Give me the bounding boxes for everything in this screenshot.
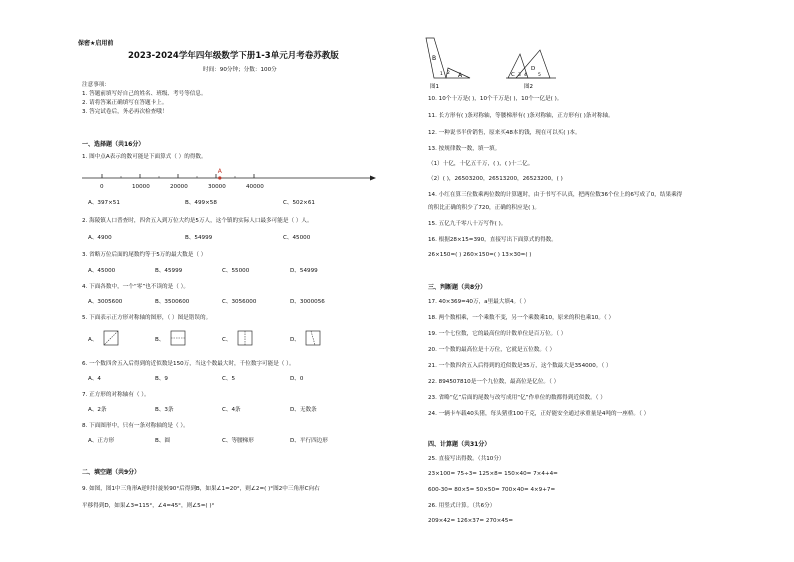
judge-item: 22. 894507810是一个九位数，最高位是亿位。（ ） [428, 379, 560, 385]
q5-option-a: A、 [88, 337, 98, 343]
fig2-caption: 图2 [524, 84, 533, 90]
q1-option-b: B、499×58 [185, 200, 217, 206]
tick-label: 30000 [208, 184, 226, 190]
angle-1: 1 [440, 72, 443, 77]
q5-figure-c [237, 330, 253, 346]
q3-option-d: D、54999 [290, 268, 318, 274]
q7-option-b: B、3条 [155, 407, 174, 413]
q6-stem: 6. 一个数四舍五入后得到的近似数是150万，当这个数最大时，千位数字可能是（ ）。 [82, 361, 295, 367]
q16-stem: 16. 根据28×15=390，直接写出下面算式的得数。 [428, 237, 557, 243]
q3-stem: 3. 省略万位后面的尾数约等于5万的最大数是（ ） [82, 252, 207, 258]
note-item: 3. 答完试卷后，务必再次检查哦！ [82, 109, 168, 115]
q1-option-a: A、397×51 [88, 200, 120, 206]
q14-line1: 14. 小红在算三位数乘两位数的计算题时，由于书写不认真，把两位数36个位上的6写成了0，结果乘得 [428, 192, 683, 198]
tick-label: 0 [100, 184, 104, 190]
q9-line2: 平移得到D，如果∠3=115°，∠4=45°，则∠5=( )° [82, 503, 215, 509]
q2-option-b: B、54999 [185, 235, 213, 241]
angle-2: 2 [447, 71, 450, 76]
tick-label: 40000 [246, 184, 264, 190]
q13-line1: （1）十亿，十亿五千万，( )，( )十二亿。 [428, 161, 534, 167]
note-item: 2. 请将答案正确填写在答题卡上。 [82, 100, 168, 106]
number-line-ticks [102, 174, 254, 178]
label-a: A [458, 72, 463, 79]
q2-option-c: C、45000 [283, 235, 311, 241]
note-item: 1. 答题前填写好自己的姓名、班级、考号等信息。 [82, 91, 207, 97]
q13-line2: （2）( )，26503200，26513200，26523200，( ) [428, 176, 563, 182]
q2-option-a: A、4900 [88, 235, 112, 241]
square-outline [238, 331, 252, 345]
axis-diagonal [104, 331, 118, 345]
time-score: 时间：90分钟；分数：100分 [203, 67, 277, 73]
q4-option-d: D、3000056 [290, 299, 325, 305]
notes-heading: 注意事项： [82, 82, 110, 88]
q3-option-a: A、45000 [88, 268, 116, 274]
q6-option-c: C、5 [222, 376, 236, 382]
q4-option-a: A、3005600 [88, 299, 123, 305]
q15: 15. 五亿九千零八十万写作( )。 [428, 221, 507, 227]
q16-items: 26×150=( ) 260×150=( ) 13×30=( ) [428, 252, 532, 258]
q6-option-b: B、9 [155, 376, 168, 382]
section1-heading: 一、选择题（共16分） [82, 141, 145, 148]
section3-heading: 三、判断题（共8分） [428, 284, 487, 291]
fold-line [396, 0, 397, 562]
q11: 11. 长方形有( )条对称轴，等腰梯形有( )条对称轴，正方形有( )条对称轴。 [428, 113, 614, 119]
judge-item: 21. 一个数四舍五入后得到的近似数是35万，这个数最大是354000。（ ） [428, 363, 612, 369]
q9-figures [420, 36, 560, 94]
judge-item: 23. 省略“亿”后面的尾数与改写成用“亿”作单位的数都得到近似数。（ ） [428, 395, 606, 401]
q7-option-c: C、4条 [222, 407, 241, 413]
q25-stem: 25. 直接写出得数。（共10分） [428, 456, 505, 462]
q5-option-b: B、 [155, 337, 165, 343]
figure-1 [426, 38, 470, 90]
tick-label: 20000 [170, 184, 188, 190]
q3-option-b: B、45999 [155, 268, 183, 274]
q1-option-c: C、502×61 [283, 200, 315, 206]
figure-2 [506, 50, 556, 90]
q4-stem: 4. 下面各数中，一个“零”也不读的是（ ）。 [82, 284, 189, 290]
judge-item: 18. 两个数相乘，一个乘数不变，另一个乘数乘10，原来的积也乘10。（ ） [428, 315, 615, 321]
q8-option-a: A、正方形 [88, 438, 115, 444]
label-c: C [511, 72, 515, 78]
judge-item: 19. 一个七位数，它的最高位的计数单位是百万位。（ ） [428, 331, 567, 337]
label-b: B [432, 55, 437, 62]
q5-figure-a [103, 330, 119, 346]
q10: 10. 10个十万是( )，10个千万是( )，10个一亿是( )。 [428, 96, 563, 102]
angle-5: 5 [538, 73, 541, 78]
q5-option-d: D、 [290, 337, 300, 343]
q13-stem: 13. 按规律数一数，填一填。 [428, 146, 501, 152]
q12: 12. 一种说书半价销售，原来买48本的钱，现在可以买( )本。 [428, 130, 581, 136]
angle-3: 3 [518, 73, 521, 78]
point-a-label: A [217, 168, 222, 175]
q7-stem: 7. 正方形的对称轴有（ ）。 [82, 392, 150, 398]
label-d: D [531, 66, 536, 72]
q5-figure-b [170, 330, 186, 346]
point-a-marker [218, 176, 221, 179]
q14-line2: 的积比正确的积少了720，正确的积应是( )。 [428, 205, 540, 211]
angle-4: 4 [524, 73, 527, 78]
number-line-arrow [370, 176, 376, 181]
q4-option-b: B、3500600 [155, 299, 190, 305]
q2-stem: 2. 海陵镇人口普查时，四舍五入到万位大约是5万人，这个镇的实际人口最多可能是（ ）人。 [82, 218, 313, 224]
q5-option-c: C、 [222, 337, 232, 343]
page-title: 2023-2024学年四年级数学下册1-3单元月考卷苏教版 [128, 51, 339, 61]
square-outline [171, 331, 185, 345]
section2-heading: 二、填空题（共9分） [82, 469, 141, 476]
q25-row1: 23×100= 75÷3= 125×8= 150×40= 7×4+4= [428, 471, 558, 477]
tick-label: 10000 [132, 184, 150, 190]
q5-stem: 5. 下面表示正方形对称轴的图形，（ ）图是错误的。 [82, 315, 212, 321]
judge-item: 17. 40×369=40万，a里最大填4。（ ） [428, 299, 530, 305]
square-outline [306, 331, 320, 345]
q9-line1: 9. 如图，图1中三角形A逆时针旋转90°后得到B，如果∠1=20°，则∠2=( )°图2中三角形C向右 [82, 486, 320, 492]
q3-option-c: C、55000 [222, 268, 250, 274]
confidential-label: 保密★启用前 [78, 40, 114, 47]
q4-option-c: C、3056000 [222, 299, 257, 305]
q6-option-d: D、0 [290, 376, 304, 382]
q5-figure-d [305, 330, 321, 346]
q26-row1: 209×42= 126×37= 270×45= [428, 518, 514, 524]
number-line [80, 170, 380, 194]
q6-option-a: A、4 [88, 376, 101, 382]
section4-heading: 四、计算题（共31分） [428, 441, 491, 448]
q7-option-d: D、无数条 [290, 407, 317, 413]
q26-stem: 26. 用竖式计算。（共6分） [428, 503, 496, 509]
q8-option-d: D、平行四边形 [290, 438, 328, 444]
q25-row2: 600-30= 80×5= 50×50= 700×40= 4×9+7= [428, 487, 556, 493]
judge-item: 24. 一辆卡车载40头猪，每头猪重100千克，正好能安全通过承重量是4吨的一座桥。（ ） [428, 411, 650, 417]
q7-option-a: A、2条 [88, 407, 107, 413]
triangle-d [516, 50, 550, 78]
judge-item: 20. 一个数的最高位是十万位，它就是五位数。（ ） [428, 347, 556, 353]
q8-option-b: B、圆 [155, 438, 171, 444]
q8-stem: 8. 下面图形中，只有一条对称轴的是（ ）。 [82, 423, 189, 429]
q8-option-c: C、等腰梯形 [222, 438, 254, 444]
q1-stem: 1. 图中点A表示的数可能是下面算式（ ）的得数。 [82, 154, 207, 160]
axis-wrong [311, 331, 315, 345]
fig1-caption: 图1 [430, 84, 439, 90]
